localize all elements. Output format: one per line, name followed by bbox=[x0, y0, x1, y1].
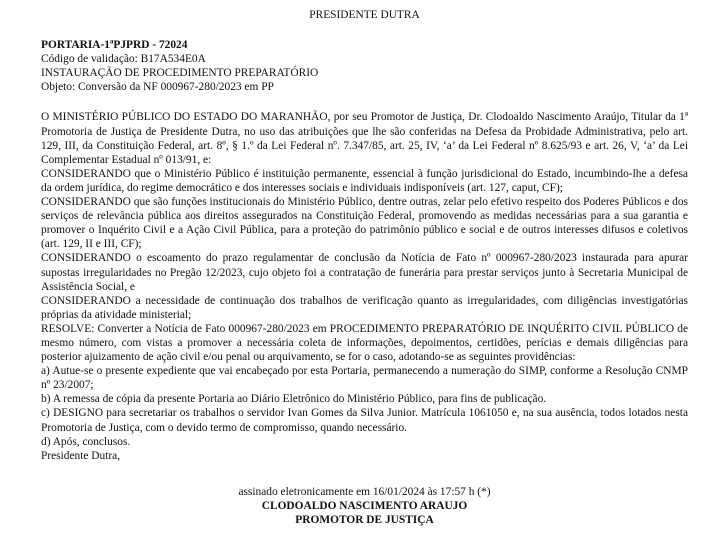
paragraph-item-d: d) Após, conclusos. bbox=[41, 435, 131, 448]
signer-role: PROMOTOR DE JUSTIÇA bbox=[295, 514, 434, 526]
signature-block bbox=[41, 485, 688, 527]
paragraph-considerando-3: CONSIDERANDO o escoamento do prazo regulamentar de conclusão da Notícia de Fato nº 000967-280/2023 instaurada para apurar supostas irregularidades no Pregão 12/2023, cujo objeto foi a contratação de funerária para prestar serviços junto à Secretaria Municipal de Assistência Social, e bbox=[41, 252, 688, 293]
paragraph-item-b: b) A remessa de cópia da presente Portaria ao Diário Eletrônico do Ministério Público, para fins de publicação. bbox=[41, 393, 547, 406]
signature-timestamp: assinado eletronicamente em 16/01/2024 às 17:57 h (*) bbox=[238, 485, 491, 498]
paragraph-considerando-1: CONSIDERANDO que o Ministério Público é instituição permanente, essencial à função jurisdicional do Estado, incumbindo-lhe a defesa da ordem jurídica, do regime democrático e dos interesses sociais e individuais indisponíveis (art. 127, caput, CF); bbox=[41, 167, 688, 194]
procedure-type: INSTAURAÇÃO DE PROCEDIMENTO PREPARATÓRIO bbox=[41, 67, 319, 80]
paragraph-item-c: c) DESIGNO para secretariar os trabalhos o servidor Ivan Gomes da Silva Junior. Matrícula 1061050 e, na sua ausência, todos lotados nesta Promotoria de Justiça, com o devido termo de compromisso, quando necessário. bbox=[41, 407, 688, 434]
document-body bbox=[41, 110, 688, 462]
paragraph-considerando-2: CONSIDERANDO que são funções institucionais do Ministério Público, dentre outras, zelar pelo efetivo respeito dos Poderes Públicos e dos serviços de relevância pública aos direitos assegurados na Constituição Federal, promovendo as medidas necessárias para a sua garantia e promover o Inquérito Civil e a Ação Civil Pública, para a proteção do patrimônio público e social e de outros interesses difusos e coletivos (art. 129, II e III, CF); bbox=[41, 196, 688, 251]
paragraph-considerando-4: CONSIDERANDO a necessidade de continuação dos trabalhos de verificação quanto as irregularidades, com diligências investigatórias próprias da atividade ministerial; bbox=[41, 294, 688, 321]
signer-name: CLODOALDO NASCIMENTO ARAUJO bbox=[261, 499, 468, 512]
procedure-object: Objeto: Conversão da NF 000967-280/2023 em PP bbox=[41, 81, 274, 94]
paragraph-item-a: a) Autue-se o presente expediente que vai encabeçado por esta Portaria, permanecendo a numeração do SIMP, conforme a Resolução CNMP nº 23/2007; bbox=[41, 365, 688, 392]
portaria-number: PORTARIA-1ªPJPRD - 72024 bbox=[41, 39, 188, 52]
paragraph-preamble: O MINISTÉRIO PÚBLICO DO ESTADO DO MARANHÃO, por seu Promotor de Justiça, Dr. Clodoaldo Nascimento Araújo, Titular da 1ª Promotoria de Justiça de Presidente Dutra, no uso das atribuições que lhe são conferidas na Defesa da Probidade Administrativa, pelo art. 129, III, da Constituição Federal, art. 8º, § 1.º da Lei Federal nº. 7.347/85, art. 25, IV, ‘a’ da Lei Federal nº 8.625/93 e art. 26, V, ‘a’ da Lei Complementar Estadual nº 013/91, e: bbox=[41, 111, 688, 166]
paragraph-resolve: RESOLVE: Converter a Notícia de Fato 000967-280/2023 em PROCEDIMENTO PREPARATÓRIO DE INQUÉRITO CIVIL PÚBLICO de mesmo número, com vistas a promover a necessária coleta de informações, depoimentos, certidões, perícias e demais diligências para posterior ajuizamento de ação civil e/ou penal ou arquivamento, se for o caso, adotando-se as seguintes providências: bbox=[41, 322, 688, 364]
city-title: PRESIDENTE DUTRA bbox=[309, 9, 420, 21]
portaria-header bbox=[41, 38, 688, 94]
validation-code: Código de validação: B17A534E0A bbox=[41, 53, 206, 66]
paragraph-place: Presidente Dutra, bbox=[41, 449, 121, 462]
